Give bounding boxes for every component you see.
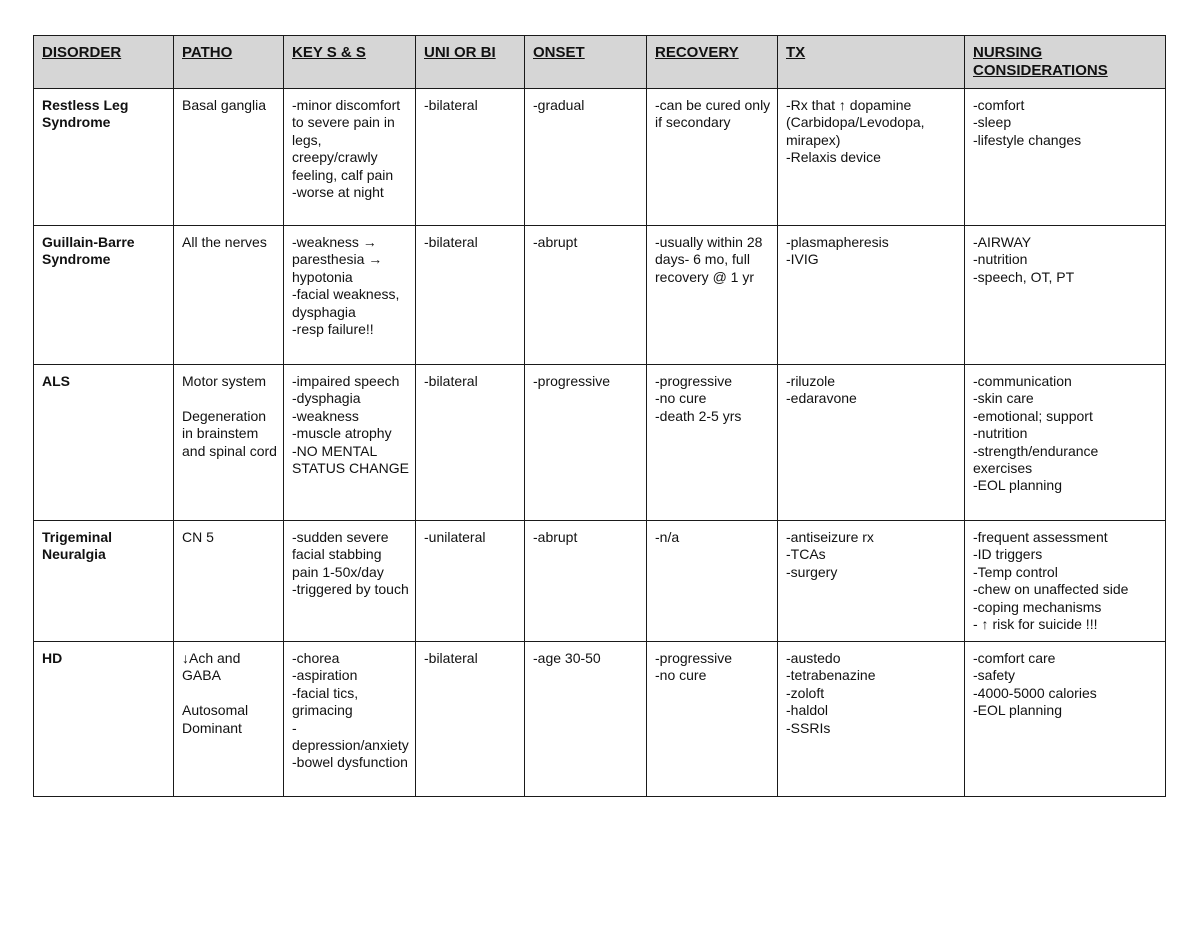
table-row	[34, 226, 1166, 365]
tx-cell: -austedo -tetrabenazine -zoloft -haldol -SSRIs	[778, 642, 965, 797]
header-key-ss: KEY S & S	[284, 36, 416, 89]
disorder-cell: Trigeminal Neuralgia	[34, 521, 174, 642]
onset-cell: -progressive	[525, 365, 647, 521]
disorder-table	[33, 35, 1166, 797]
table-row	[34, 642, 1166, 797]
uni-bi-cell: -bilateral	[416, 642, 525, 797]
patho-cell: All the nerves	[174, 226, 284, 365]
table-row	[34, 365, 1166, 521]
recovery-cell: -can be cured only if secondary	[647, 89, 778, 226]
disorder-cell: Restless Leg Syndrome	[34, 89, 174, 226]
table-row	[34, 89, 1166, 226]
key-ss-cell: -chorea -aspiration -facial tics, grimacing -depression/anxiety -bowel dysfunction	[284, 642, 416, 797]
nursing-cell: -AIRWAY -nutrition -speech, OT, PT	[965, 226, 1166, 365]
recovery-cell: -progressive -no cure	[647, 642, 778, 797]
patho-cell: Motor system Degeneration in brainstem and spinal cord	[174, 365, 284, 521]
tx-cell: -riluzole -edaravone	[778, 365, 965, 521]
disorder-cell: Guillain-Barre Syndrome	[34, 226, 174, 365]
header-patho: PATHO	[174, 36, 284, 89]
onset-cell: -gradual	[525, 89, 647, 226]
patho-cell: ↓Ach and GABA Autosomal Dominant	[174, 642, 284, 797]
table-row	[34, 521, 1166, 642]
onset-cell: -abrupt	[525, 226, 647, 365]
header-disorder: DISORDER	[34, 36, 174, 89]
key-ss-cell: -minor discomfort to severe pain in legs, creepy/crawly feeling, calf pain -worse at night	[284, 89, 416, 226]
nursing-cell: -comfort -sleep -lifestyle changes	[965, 89, 1166, 226]
key-ss-cell: -weakness → paresthesia → hypotonia -facial weakness, dysphagia -resp failure!!	[284, 226, 416, 365]
header-uni-or-bi: UNI OR BI	[416, 36, 525, 89]
onset-cell: -abrupt	[525, 521, 647, 642]
disorder-cell: HD	[34, 642, 174, 797]
header-row	[34, 36, 1166, 89]
header-nursing-considerations: NURSING CONSIDERATIONS	[965, 36, 1166, 89]
key-ss-cell: -impaired speech -dysphagia -weakness -muscle atrophy -NO MENTAL STATUS CHANGE	[284, 365, 416, 521]
uni-bi-cell: -bilateral	[416, 89, 525, 226]
onset-cell: -age 30-50	[525, 642, 647, 797]
header-recovery: RECOVERY	[647, 36, 778, 89]
tx-cell: -antiseizure rx -TCAs -surgery	[778, 521, 965, 642]
patho-cell: Basal ganglia	[174, 89, 284, 226]
tx-cell: -plasmapheresis -IVIG	[778, 226, 965, 365]
uni-bi-cell: -bilateral	[416, 226, 525, 365]
uni-bi-cell: -unilateral	[416, 521, 525, 642]
recovery-cell: -usually within 28 days- 6 mo, full recovery @ 1 yr	[647, 226, 778, 365]
recovery-cell: -n/a	[647, 521, 778, 642]
recovery-cell: -progressive -no cure -death 2-5 yrs	[647, 365, 778, 521]
nursing-cell: -communication -skin care -emotional; support -nutrition -strength/endurance exercises -EOL planning	[965, 365, 1166, 521]
header-onset: ONSET	[525, 36, 647, 89]
nursing-cell: -comfort care -safety -4000-5000 calories -EOL planning	[965, 642, 1166, 797]
patho-cell: CN 5	[174, 521, 284, 642]
disorder-cell: ALS	[34, 365, 174, 521]
key-ss-cell: -sudden severe facial stabbing pain 1-50x/day -triggered by touch	[284, 521, 416, 642]
nursing-cell: -frequent assessment -ID triggers -Temp control -chew on unaffected side -coping mechanisms - ↑ risk for suicide !!!	[965, 521, 1166, 642]
tx-cell: -Rx that ↑ dopamine (Carbidopa/Levodopa, mirapex) -Relaxis device	[778, 89, 965, 226]
header-tx: TX	[778, 36, 965, 89]
uni-bi-cell: -bilateral	[416, 365, 525, 521]
